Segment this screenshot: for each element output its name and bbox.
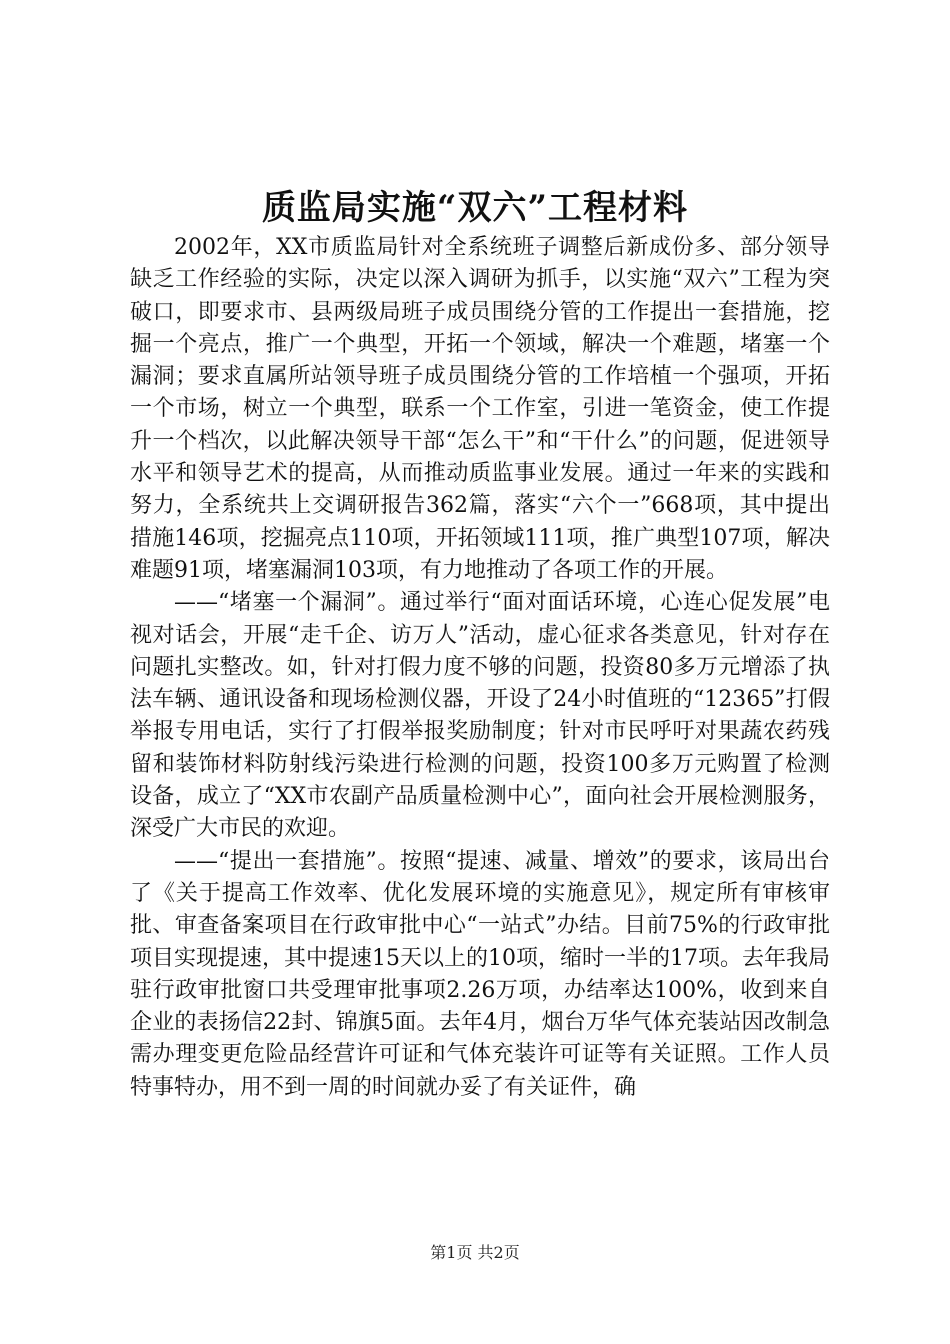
- page-number-footer: 第1页 共2页: [430, 1243, 520, 1262]
- document-body: [130, 232, 830, 1104]
- document-title: 质监局实施“双六”工程材料: [261, 188, 689, 228]
- paragraph-plug-loophole: ——“堵塞一个漏洞”。通过举行“面对面话环境，心连心促发展”电视对话会，开展“走千企、访万人”活动，虚心征求各类意见，针对存在问题扎实整改。如，针对打假力度不够的问题，投资80多万元增添了执法车辆、通讯设备和现场检测仪器，开设了24小时值班的“12365”打假举报专用电话，实行了打假举报奖励制度；针对市民呼吁对果蔬农药残留和装饰材料防射线污染进行检测的问题，投资100多万元购置了检测设备，成立了“XX市农副产品质量检测中心”，面向社会开展检测服务，深受广大市民的欢迎。: [130, 590, 830, 842]
- paragraph-intro: 2002年，XX市质监局针对全系统班子调整后新成份多、部分领导缺乏工作经验的实际，决定以深入调研为抓手，以实施“双六”工程为突破口，即要求市、县两级局班子成员围绕分管的工作提出一套措施，挖掘一个亮点，推广一个典型，开拓一个领域，解决一个难题，堵塞一个漏洞；要求直属所站领导班子成员围绕分管的工作培植一个强项，开拓一个市场，树立一个典型，联系一个工作室，引进一笔资金，使工作提升一个档次，以此解决领导干部“怎么干”和“干什么”的问题，促进领导水平和领导艺术的提高，从而推动质监事业发展。通过一年来的实践和努力，全系统共上交调研报告362篇，落实“六个一”668项，其中提出措施146项，挖掘亮点110项，开拓领域111项，推广典型107项，解决难题91项，堵塞漏洞103项，有力地推动了各项工作的开展。: [130, 235, 830, 583]
- paragraph-set-of-measures: ——“提出一套措施”。按照“提速、减量、增效”的要求，该局出台了《关于提高工作效率、优化发展环境的实施意见》，规定所有审核审批、审查备案项目在行政审批中心“一站式”办结。目前75%的行政审批项目实现提速，其中提速15天以上的10项，缩时一半的17项。去年我局驻行政审批窗口共受理审批事项2.26万项，办结率达100%，收到来自企业的表扬信22封、锦旗5面。去年4月，烟台万华气体充装站因改制急需办理变更危险品经营许可证和气体充装许可证等有关证照。工作人员特事特办，用不到一周的时间就办妥了有关证件，确: [130, 848, 830, 1100]
